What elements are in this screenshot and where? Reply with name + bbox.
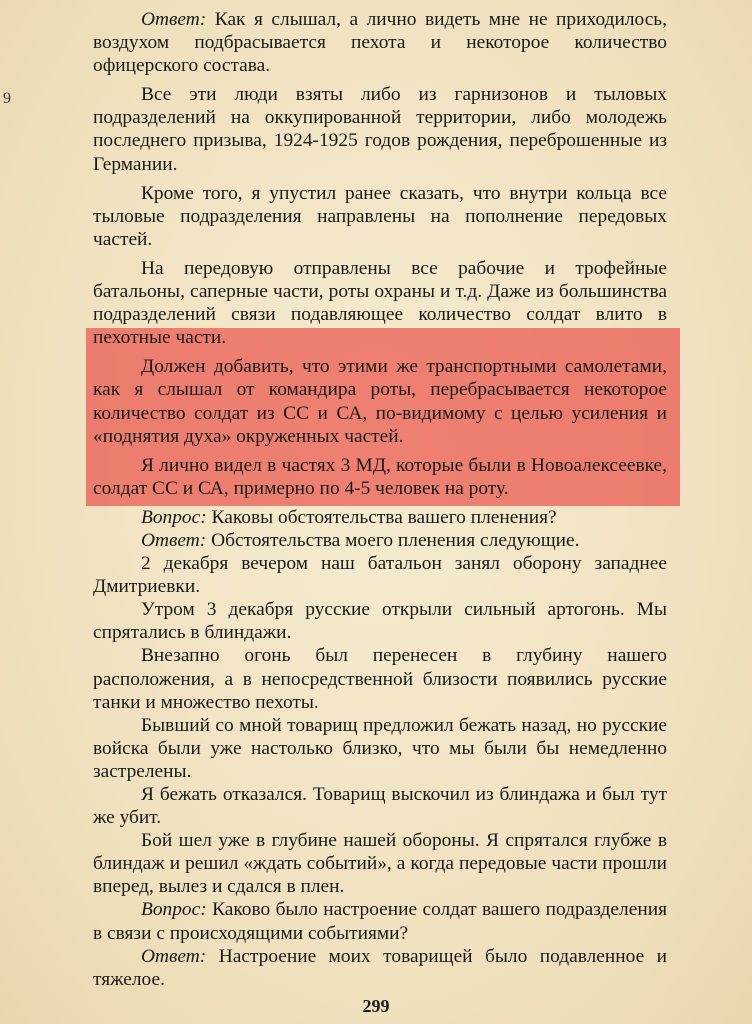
paragraph bbox=[93, 829, 667, 898]
paragraph-text: Утром 3 декабря русские открыли сильный артогонь. Мы спрятались в блиндажи. bbox=[93, 599, 667, 644]
paragraph-text: 2 декабря вечером наш батальон занял оборону западнее Дмитриевки. bbox=[93, 553, 667, 598]
page-body bbox=[93, 8, 667, 991]
paragraph-text: Бой шел уже в глубине нашей обороны. Я спрятался глубже в блиндаж и решил «ждать событий», а когда передовые части прошли вперед, вылез и сдался в плен. bbox=[93, 830, 667, 898]
paragraph-text: Обстоятельства моего пленения следующие. bbox=[206, 529, 580, 551]
paragraph bbox=[93, 506, 667, 529]
paragraph bbox=[93, 898, 667, 944]
page-number: 299 bbox=[362, 996, 390, 1016]
paragraph-text: Бывший со мной товарищ предложил бежать назад, но русские войска были уже настолько близко, что мы были бы немедленно застрелены. bbox=[93, 714, 667, 782]
paragraph bbox=[93, 529, 667, 552]
paragraph-highlighted bbox=[93, 454, 667, 500]
answer-label: Ответ: bbox=[141, 529, 207, 551]
paragraph bbox=[93, 714, 667, 783]
question-label: Вопрос: bbox=[141, 899, 207, 921]
paragraph-text: Каково было настроение солдат вашего подразделения в связи с происходящими событиями? bbox=[93, 899, 667, 944]
answer-label: Ответ: bbox=[141, 9, 207, 30]
paragraph-text: Должен добавить, что этими же транспортными самолетами, как я слышал от командира роты, перебрасывается некоторое количество солдат из СС и СА, по-видимому с целью усиления и «поднятия духа» окруженных частей. bbox=[93, 356, 667, 447]
paragraph-text: Каковы обстоятельства вашего пленения? bbox=[206, 506, 557, 528]
paragraph-text: Кроме того, я упустил ранее сказать, что внутри кольца все тыловые подразделения направлены на пополнение передовых частей. bbox=[93, 182, 667, 250]
paragraph bbox=[93, 257, 667, 349]
paragraph-text: Все эти люди взяты либо из гарнизонов и тыловых подразделений на оккупированной территории, либо молодежь последнего призыва, 1924-1925 годов рождения, переброшенные из Германии. bbox=[93, 84, 667, 175]
paragraph-text: Я лично видел в частях 3 МД, которые были в Новоалексеевке, солдат СС и СА, примерно по 4-5 человек на роту. bbox=[93, 454, 667, 499]
paragraph bbox=[93, 552, 667, 598]
paragraph bbox=[93, 644, 667, 713]
paragraph bbox=[93, 598, 667, 644]
paragraph bbox=[93, 945, 667, 991]
paragraph bbox=[93, 83, 667, 175]
paragraph-text: Как я слышал, а лично видеть мне не приходилось, воздухом подбрасывается пехота и некоторое количество офицерского состава. bbox=[93, 9, 667, 77]
paragraph bbox=[93, 8, 667, 77]
paragraph-text: На передовую отправлены все рабочие и трофейные батальоны, саперные части, роты охраны и т.д. Даже из большинства подразделений связи подавляющее количество солдат влито в пехотные части. bbox=[93, 257, 667, 349]
paragraph-highlighted bbox=[93, 355, 667, 447]
answer-label: Ответ: bbox=[141, 945, 207, 967]
paragraph bbox=[93, 182, 667, 251]
paragraph-text: Настроение моих товарищей было подавленное и тяжелое. bbox=[93, 945, 667, 990]
question-label: Вопрос: bbox=[141, 506, 207, 528]
paragraph-text: Я бежать отказался. Товарищ выскочил из блиндажа и был тут же убит. bbox=[93, 784, 667, 829]
paragraph bbox=[93, 783, 667, 829]
paragraph-text: Внезапно огонь был перенесен в глубину нашего расположения, а в непосредственной близости появились русские танки и множество пехоты. bbox=[93, 645, 667, 713]
margin-mark: 9 bbox=[3, 90, 11, 107]
